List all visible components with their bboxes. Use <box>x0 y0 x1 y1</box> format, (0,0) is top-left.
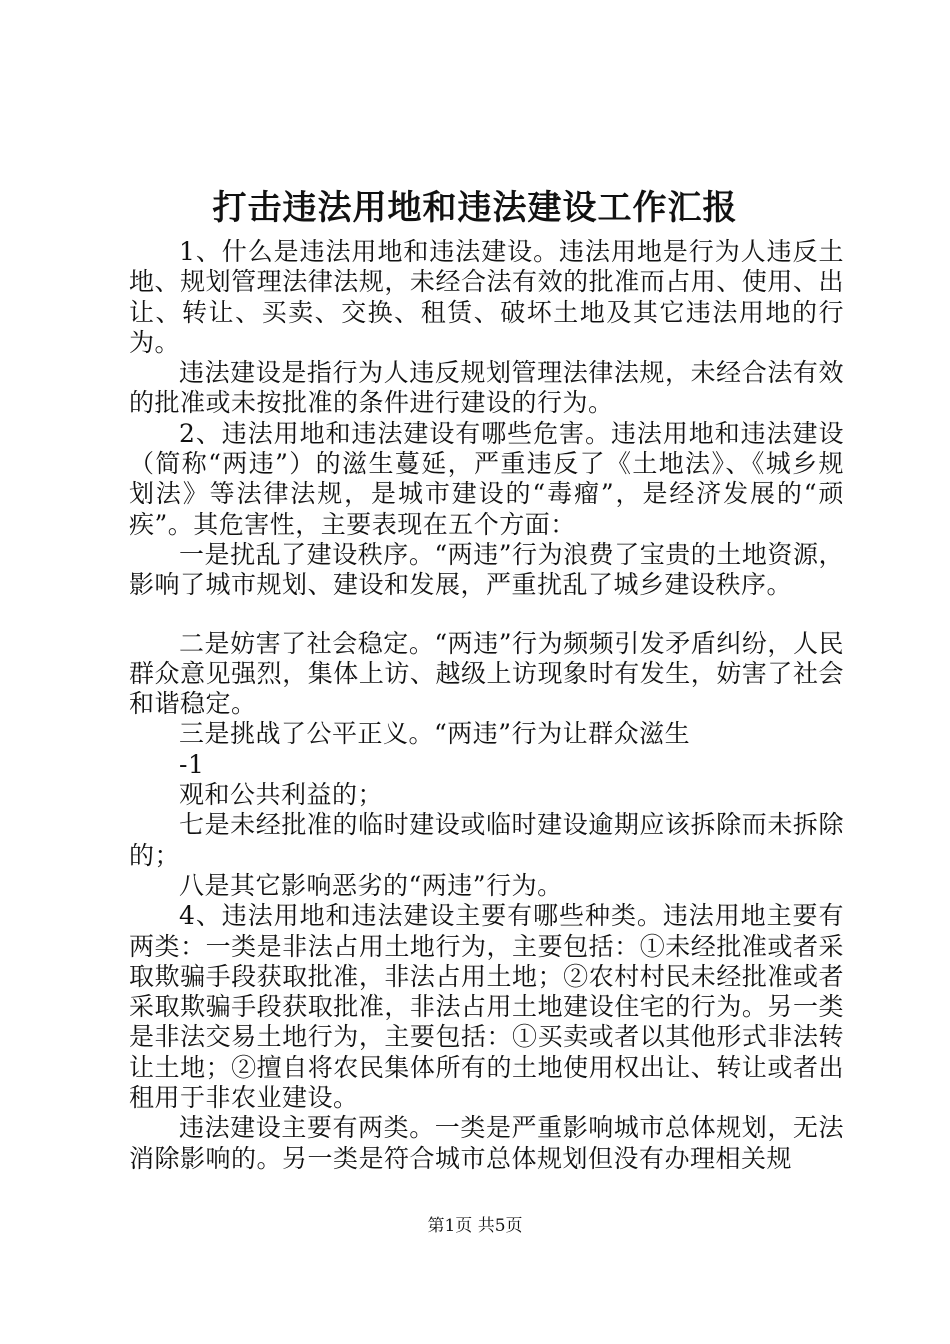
paragraph-item-eight: 八是其它影响恶劣的“两违”行为。 <box>179 870 563 900</box>
paragraph-fragment: 观和公共利益的； <box>179 780 384 810</box>
paragraph-illegal-construction: 违法建设是指行为人违反规划管理法律法规，未经合法有效的批准或未按批准的条件进行建设的行为。 <box>129 358 844 418</box>
paragraph-definition: 1、什么是违法用地和违法建设。违法用地是行为人违反土地、规划管理法律法规，未经合法有效的批准而占用、使用、出让、转让、买卖、交换、租赁、破坏土地及其它违法用地的行为。 <box>129 237 844 357</box>
paragraph-types: 4、违法用地和违法建设主要有哪些种类。违法用地主要有两类：一类是非法占用土地行为，主要包括：①未经批准或者采取欺骗手段获取批准，非法占用土地；②农村村民未经批准或者采取欺骗手段获取批准，非法占用土地建设住宅的行为。另一类是非法交易土地行为，主要包括：①买卖或者以其他形式非法转让土地；②擅自将农民集体所有的土地使用权出让、转让或者出租用于非农业建设。 <box>129 901 844 1113</box>
paragraph-harms: 2、违法用地和违法建设有哪些危害。违法用地和违法建设（简称“两违”）的滋生蔓延，严重违反了《土地法》、《城乡规划法》等法律法规，是城市建设的“毒瘤”，是经济发展的“顽疾”。其危害性，主要表现在五个方面： <box>129 418 844 539</box>
page-footer: 第1页 共5页 <box>427 1216 523 1236</box>
paragraph-construction-types: 违法建设主要有两类。一类是严重影响城市总体规划，无法消除影响的。另一类是符合城市总体规划但没有办理相关规 <box>129 1113 844 1173</box>
paragraph-harm-two: 二是妨害了社会稳定。“两违”行为频频引发矛盾纠纷，人民群众意见强烈，集体上访、越级上访现象时有发生，妨害了社会和谐稳定。 <box>129 628 844 719</box>
document-body <box>129 237 844 1174</box>
paragraph-harm-one: 一是扰乱了建设秩序。“两违”行为浪费了宝贵的土地资源，影响了城市规划、建设和发展，严重扰乱了城乡建设秩序。 <box>129 539 844 600</box>
page-marker: -1 <box>179 749 205 779</box>
document-title: 打击违法用地和违法建设工作汇报 <box>212 188 738 228</box>
paragraph-item-seven: 七是未经批准的临时建设或临时建设逾期应该拆除而未拆除的； <box>129 810 844 870</box>
paragraph-harm-three: 三是挑战了公平正义。“两违”行为让群众滋生 <box>179 719 691 749</box>
